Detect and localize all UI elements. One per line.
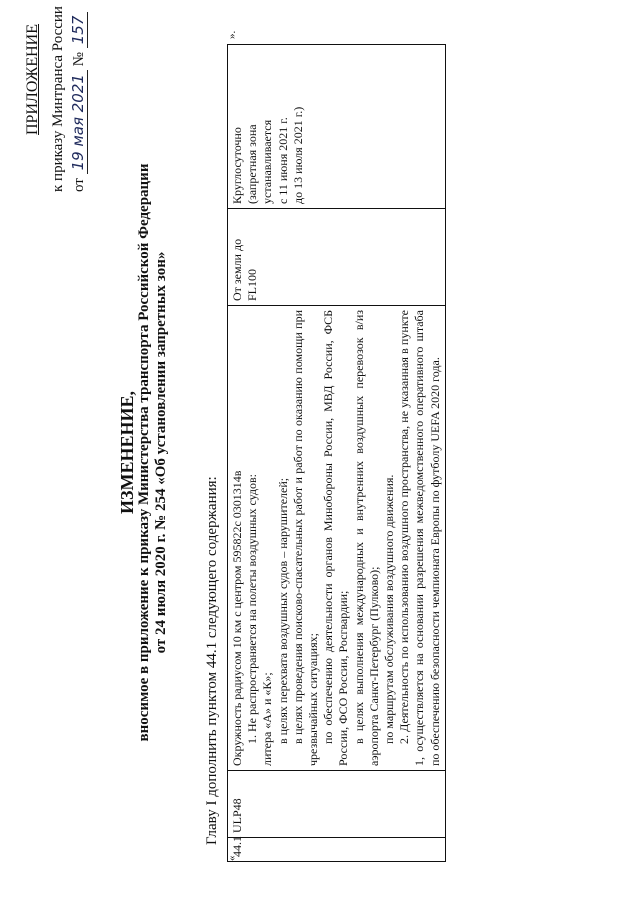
number-label: № bbox=[71, 52, 87, 67]
appendix-reference: к приказу Минтранса России bbox=[50, 6, 66, 192]
description-line: в целях проведения поисково-спасательных работ и работ по оказанию помощи при чрезвычайных ситуациях; bbox=[290, 310, 321, 766]
zone-code-cell: ULP48 bbox=[228, 771, 446, 838]
table-row bbox=[228, 45, 446, 862]
handwritten-number: 157 bbox=[69, 12, 88, 49]
time-line: Круглосуточно bbox=[230, 127, 244, 204]
description-line: 2. Деятельность по использованию воздушного пространства, не указанная в пункте 1, осуществляется на основании разрешения межведомственного оперативного штаба по обеспечению безопасности чемпионата Европы по футболу UEFA 2020 года. bbox=[397, 310, 442, 766]
date-prefix: от bbox=[71, 178, 87, 192]
document-subtitle-line-2: от 24 июля 2020 г. № 254 «Об установлении запретных зон» bbox=[153, 251, 169, 654]
description-line: Окружность радиусом 10 км с центром 595822с 0301314в bbox=[230, 470, 244, 766]
quote-close-mark: ». bbox=[226, 30, 238, 39]
time-line: (запретная зона устанавливается bbox=[245, 119, 275, 204]
row-number-cell: 44.1 bbox=[228, 838, 446, 862]
description-line: по обеспечению деятельности органов Минобороны России, МВД России, ФСБ России, ФСО России, Росгвардии; bbox=[321, 310, 351, 766]
description-cell bbox=[228, 306, 446, 771]
time-line: до 13 июля 2021 г.) bbox=[290, 106, 305, 204]
altitude-text: От земли до FL100 bbox=[230, 238, 260, 301]
handwritten-date: 19 мая 2021 bbox=[69, 70, 88, 174]
appendix-date-line bbox=[69, 12, 88, 192]
time-cell bbox=[228, 45, 446, 209]
intro-paragraph: Главу I дополнить пунктом 44.1 следующего содержания: bbox=[204, 476, 220, 845]
description-line: 1. Не распространяется на полеты воздушных судов: bbox=[245, 474, 260, 744]
time-line: с 11 июня 2021 г. bbox=[275, 117, 290, 204]
document-subtitle-line-1: вносимое в приложение к приказу Министерства транспорта Российской Федерации bbox=[136, 163, 152, 742]
appendix-title: ПРИЛОЖЕНИЕ bbox=[24, 23, 41, 135]
description-line: в целях выполнения международных и внутренних воздушных перевозок в/из аэропорта Санкт-Петербург (Пулково); bbox=[351, 310, 381, 766]
document-title: ИЗМЕНЕНИЕ, bbox=[117, 391, 137, 515]
description-line: по маршрутам обслуживания воздушного движения. bbox=[382, 474, 397, 744]
amendment-table bbox=[227, 44, 446, 862]
quote-open-mark: « bbox=[226, 855, 238, 861]
altitude-cell bbox=[228, 209, 446, 306]
description-line: литера «А» и «К»; bbox=[260, 672, 275, 766]
description-line: в целях перехвата воздушных судов – нарушителей; bbox=[275, 477, 290, 744]
